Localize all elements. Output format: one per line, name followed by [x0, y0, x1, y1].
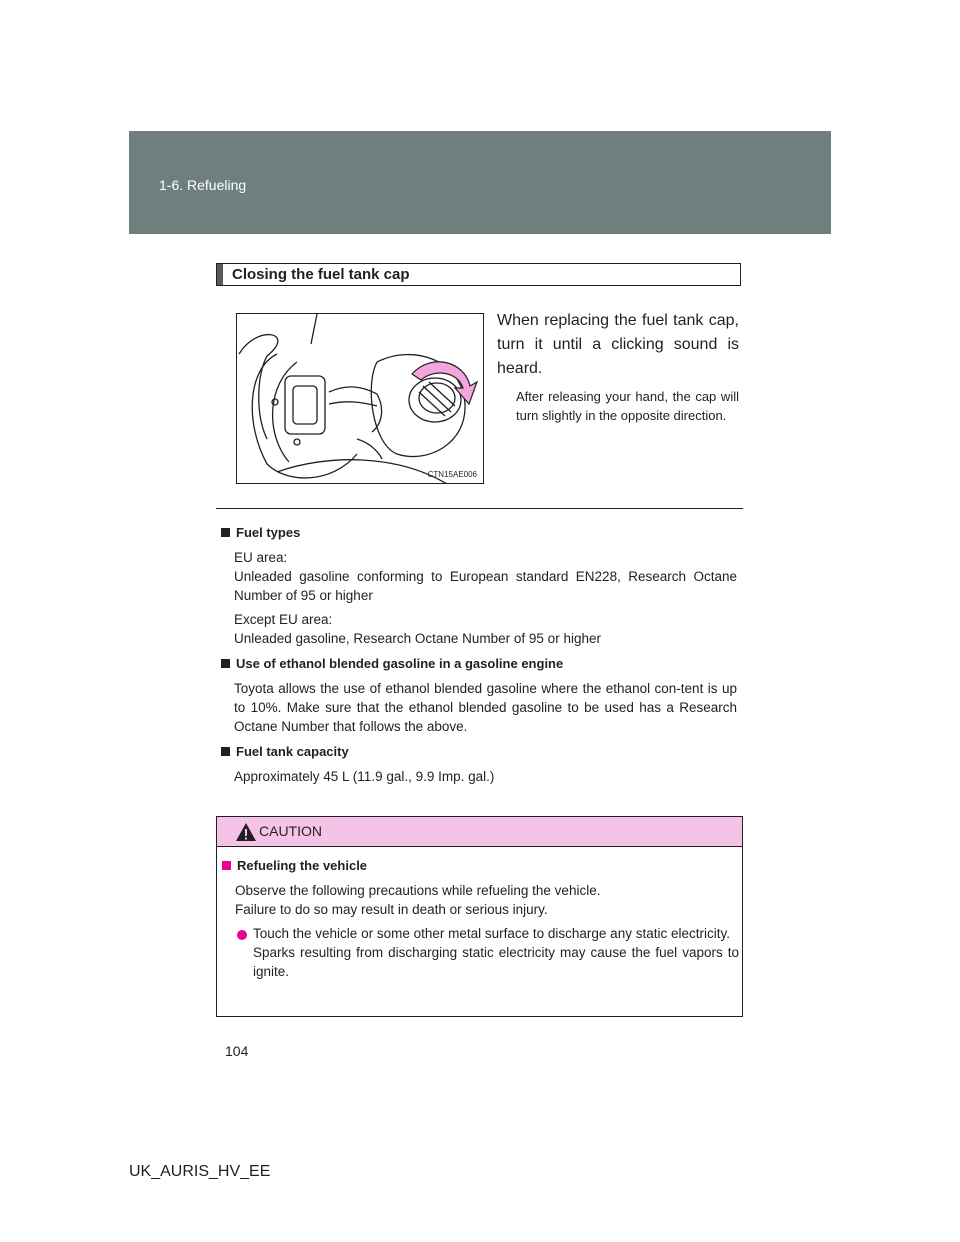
fuel-cap-illustration	[236, 313, 484, 484]
page-number: 104	[225, 1043, 249, 1059]
caution-label: CAUTION	[259, 823, 322, 839]
item-heading-capacity	[221, 743, 349, 761]
section-title: 1-6. Refueling	[159, 177, 247, 193]
document-code: UK_AURIS_HV_EE	[129, 1163, 271, 1180]
square-bullet-icon	[221, 747, 230, 756]
caution-box	[216, 816, 743, 1017]
warning-icon	[235, 822, 257, 842]
heading-bar	[217, 264, 223, 285]
header-band	[129, 131, 831, 234]
item-title: Fuel types	[236, 525, 301, 540]
caution-intro: Observe the following precautions while refueling the vehicle. Failure to do so may result in death or serious injury.	[235, 883, 601, 917]
fuel-types-non-eu: Except EU area: Unleaded gasoline, Research Octane Number of 95 or higher	[234, 612, 601, 646]
ethanol-text: Toyota allows the use of ethanol blended gasoline where the ethanol con-tent is up to 10%. Make sure that the ethanol blended gasoline to be used has a Research Octane Number that follows the above.	[234, 681, 737, 734]
capacity-text: Approximately 45 L (11.9 gal., 9.9 Imp. gal.)	[234, 769, 495, 784]
item-heading-fuel-types	[221, 524, 300, 542]
heading-title: Closing the fuel tank cap	[232, 266, 410, 283]
caution-item-heading	[222, 857, 367, 875]
round-bullet-icon	[237, 930, 247, 940]
item-title: Fuel tank capacity	[236, 744, 349, 759]
caution-item-title: Refueling the vehicle	[237, 858, 368, 873]
fuel-types-eu: EU area: Unleaded gasoline conforming to European standard EN228, Research Octane Number of 95 or higher	[234, 550, 737, 603]
divider	[216, 508, 743, 509]
caution-bullet-text: Touch the vehicle or some other metal surface to discharge any static electricity. Sparks resulting from discharging static electricity may cause the fuel vapors to ignite.	[253, 926, 739, 979]
square-bullet-icon	[222, 861, 231, 870]
item-title: Use of ethanol blended gasoline in a gasoline engine	[236, 656, 564, 671]
square-bullet-icon	[221, 659, 230, 668]
closing-note: After releasing your hand, the cap will turn slightly in the opposite direction.	[516, 389, 739, 423]
figure-code: CTN15AE006	[427, 470, 477, 479]
fuel-cap-drawing	[237, 314, 484, 484]
section-heading	[216, 263, 741, 286]
item-heading-ethanol	[221, 655, 563, 673]
caution-header	[217, 817, 742, 847]
square-bullet-icon	[221, 528, 230, 537]
closing-instruction: When replacing the fuel tank cap, turn it until a clicking sound is heard.	[497, 312, 739, 377]
